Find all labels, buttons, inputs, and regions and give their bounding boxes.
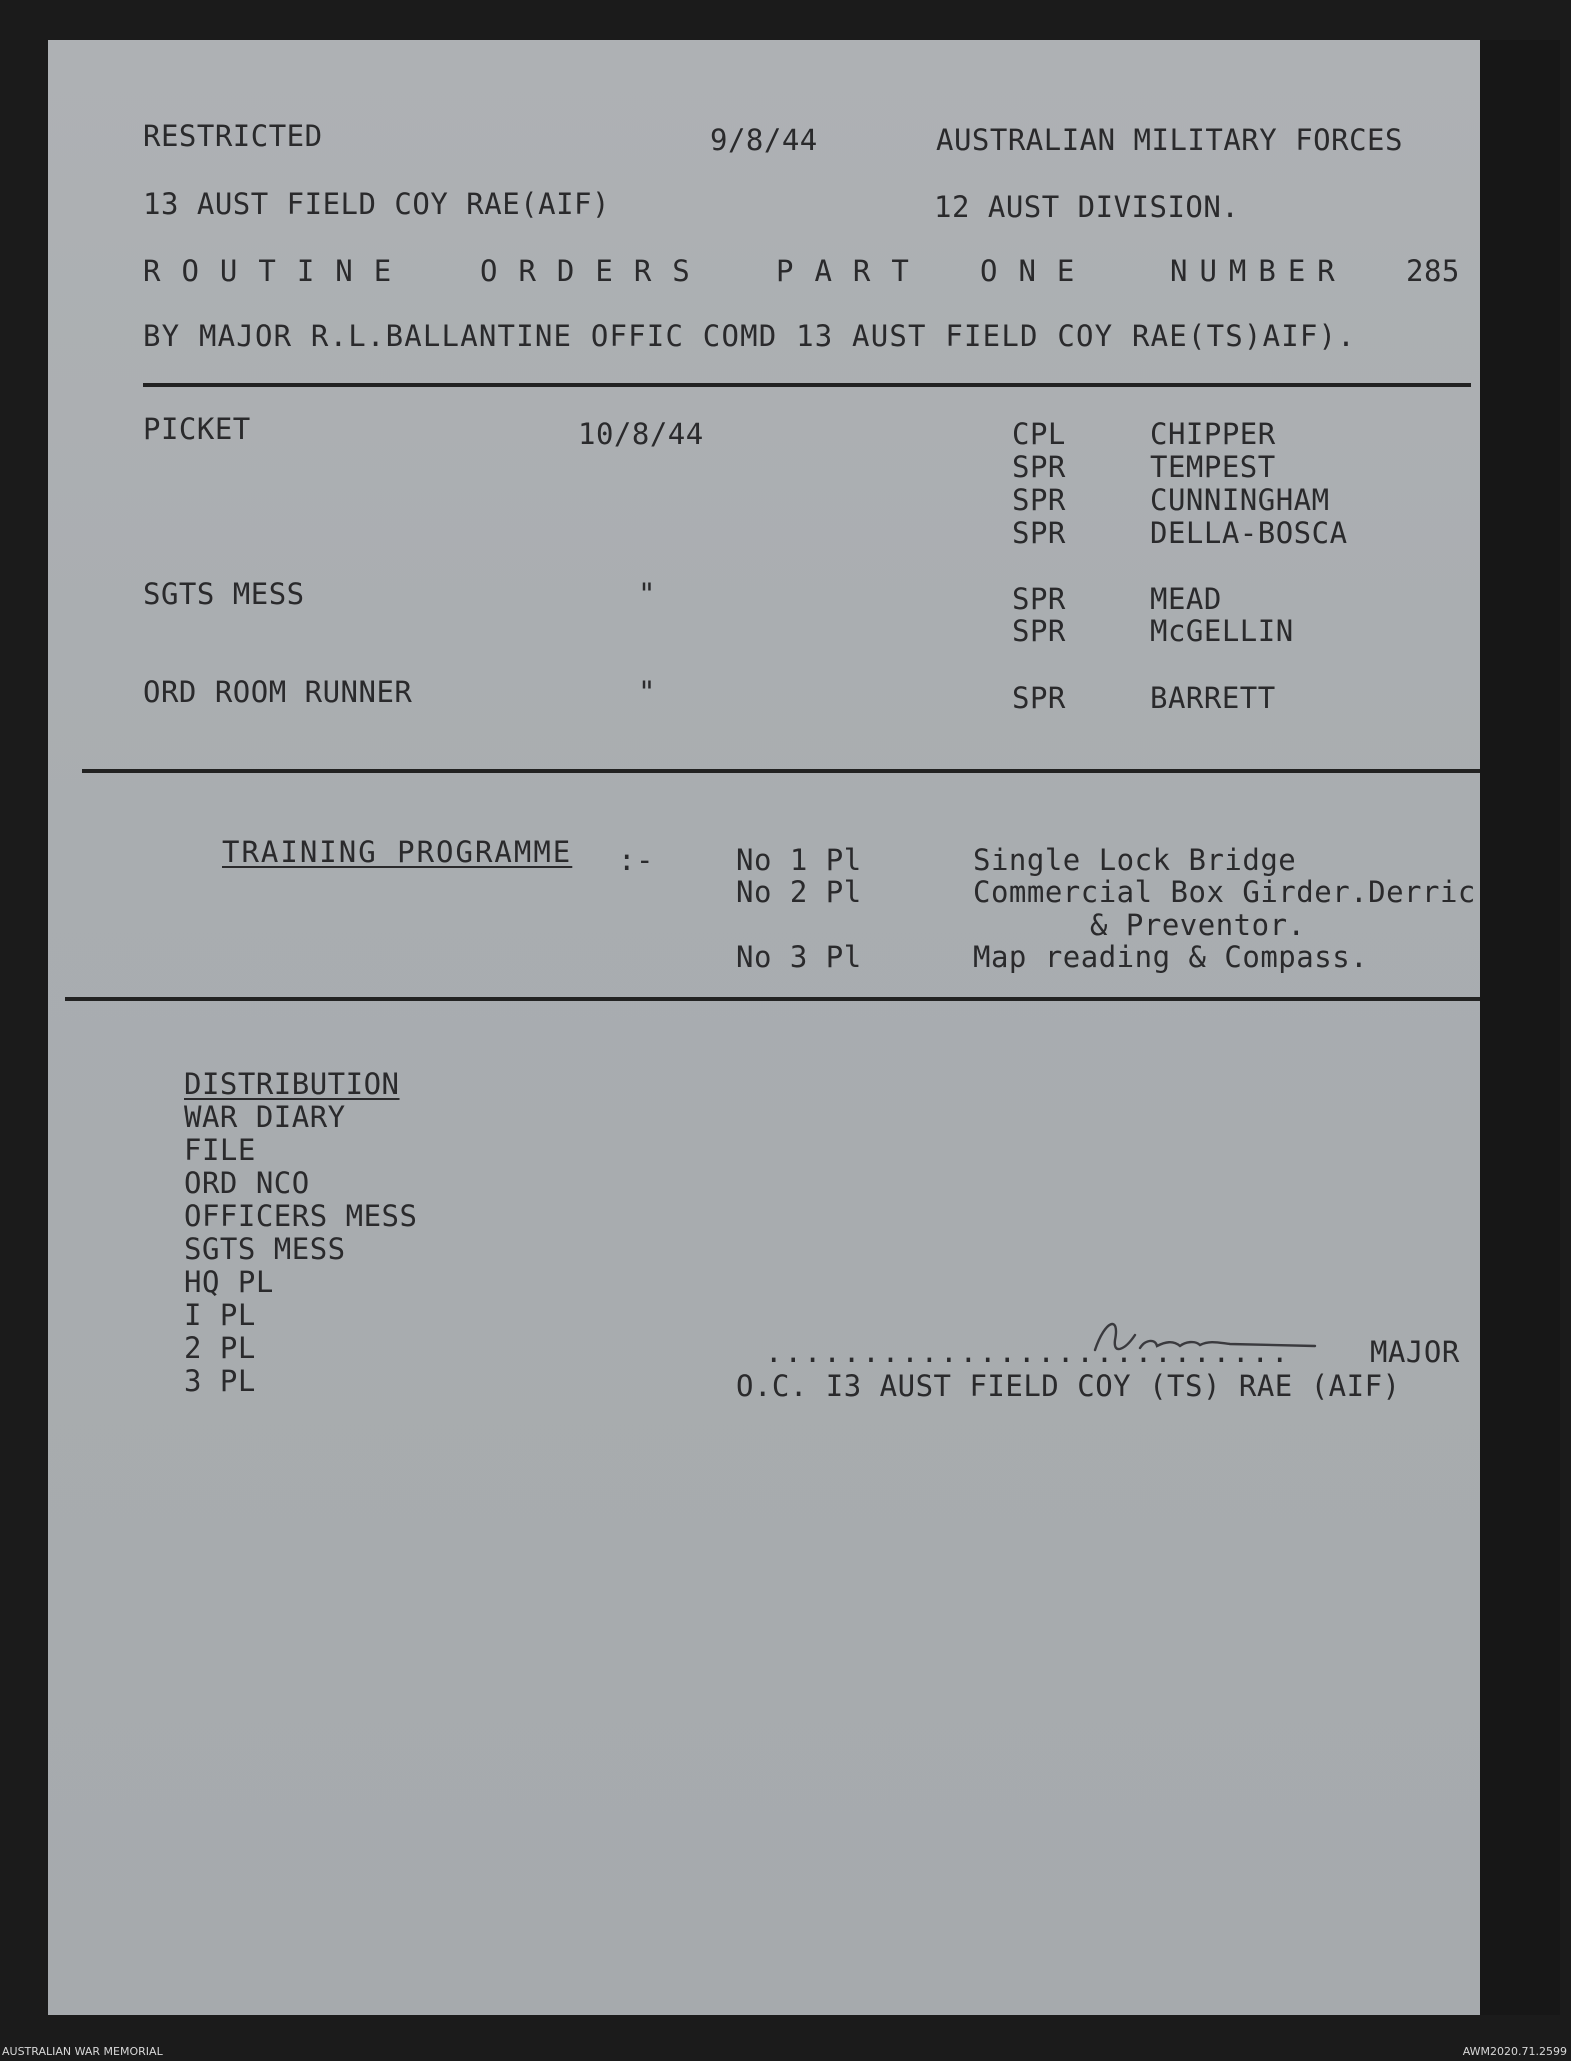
signature-dots: ........................... (765, 1335, 1291, 1369)
soldier-name: MEAD (1150, 582, 1222, 616)
unit-label: 13 AUST FIELD COY RAE(AIF) (143, 187, 610, 221)
order-date: 9/8/44 (710, 123, 818, 157)
signatory-rank: MAJOR (1370, 1335, 1460, 1369)
title-word: NUMBER (1170, 254, 1347, 288)
training-heading: TRAINING PROGRAMME (222, 835, 573, 869)
soldier-name: CHIPPER (1150, 417, 1276, 451)
duty-date: 10/8/44 (578, 417, 704, 451)
rank: CPL (1012, 417, 1066, 451)
forces-label: AUSTRALIAN MILITARY FORCES (936, 123, 1403, 157)
title-word: ONE (980, 254, 1096, 288)
soldier-name: BARRETT (1150, 681, 1276, 715)
training-activity: Commercial Box Girder.Derric (973, 875, 1476, 909)
distribution-item: HQ PL (184, 1265, 274, 1299)
soldier-name: TEMPEST (1150, 450, 1276, 484)
divider (143, 383, 1471, 387)
training-activity: Map reading & Compass. (973, 940, 1369, 974)
division-label: 12 AUST DIVISION. (934, 190, 1240, 224)
rank: SPR (1012, 681, 1066, 715)
restricted-label: RESTRICTED (143, 119, 323, 153)
rank: SPR (1012, 582, 1066, 616)
duty-date: " (638, 675, 656, 709)
rank: SPR (1012, 614, 1066, 648)
duty-date: " (638, 577, 656, 611)
rank: SPR (1012, 483, 1066, 517)
distribution-item: FILE (184, 1133, 256, 1167)
soldier-name: DELLA-BOSCA (1150, 516, 1348, 550)
distribution-item: ORD NCO (184, 1166, 310, 1200)
title-word: PART (776, 254, 930, 288)
title-word: ROUTINE (143, 254, 413, 288)
platoon: No 3 Pl (736, 940, 862, 974)
distribution-heading: DISTRIBUTION (184, 1067, 400, 1101)
by-line: BY MAJOR R.L.BALLANTINE OFFIC COMD 13 AUST FIELD COY RAE(TS)AIF). (143, 319, 1356, 353)
title-word: ORDERS (480, 254, 711, 288)
duty-name: PICKET (143, 412, 251, 446)
torn-corner (1480, 40, 1560, 2015)
duty-name: ORD ROOM RUNNER (143, 675, 413, 709)
platoon: No 2 Pl (736, 875, 862, 909)
distribution-item: WAR DIARY (184, 1100, 346, 1134)
rank: SPR (1012, 450, 1066, 484)
rank: SPR (1012, 516, 1066, 550)
order-number: 285 (1406, 254, 1460, 288)
platoon: No 1 Pl (736, 843, 862, 877)
distribution-item: SGTS MESS (184, 1232, 346, 1266)
signatory-title: O.C. I3 AUST FIELD COY (TS) RAE (AIF) (736, 1369, 1401, 1403)
soldier-name: McGELLIN (1150, 614, 1294, 648)
distribution-item: 3 PL (184, 1364, 256, 1398)
duty-name: SGTS MESS (143, 577, 305, 611)
divider (65, 997, 1480, 1001)
training-activity: & Preventor. (1090, 908, 1306, 942)
soldier-name: CUNNINGHAM (1150, 483, 1330, 517)
training-separator: :- (618, 843, 654, 877)
distribution-item: I PL (184, 1298, 256, 1332)
divider (82, 769, 1480, 773)
distribution-item: 2 PL (184, 1331, 256, 1365)
footer-credit: AUSTRALIAN WAR MEMORIAL (2, 2045, 163, 2058)
footer-reference: AWM2020.71.2599 (1462, 2045, 1567, 2058)
training-activity: Single Lock Bridge (973, 843, 1297, 877)
distribution-item: OFFICERS MESS (184, 1199, 418, 1233)
